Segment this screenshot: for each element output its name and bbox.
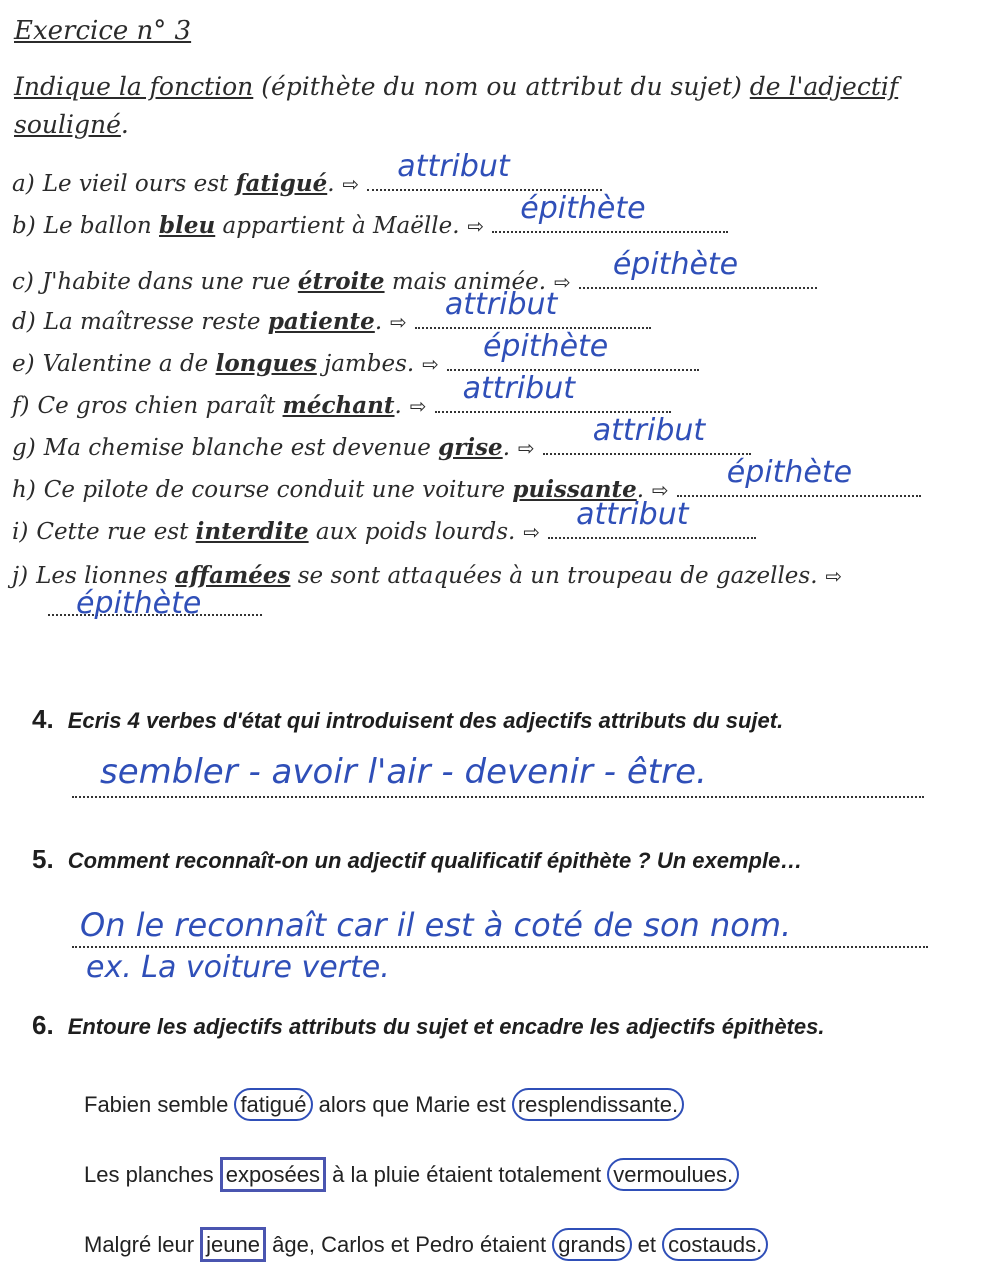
instruction-part-4: souligné: [14, 110, 121, 139]
exercise-title: Exercice n° 3: [14, 16, 192, 46]
item-text-after: .: [327, 171, 335, 197]
handwritten-answer[interactable]: épithète: [726, 455, 853, 490]
circled-adjective-vermoulues[interactable]: vermoulues.: [607, 1158, 739, 1191]
item-text-after: .: [374, 309, 383, 335]
exercise-item: [12, 497, 756, 545]
item-text-before: Les lionnes: [36, 563, 176, 589]
handwritten-answer[interactable]: attribut: [576, 497, 689, 532]
question-4-text: Ecris 4 verbes d'état qui introduisent des adjectifs attributs du sujet.: [67, 708, 784, 733]
answer-line-4: [72, 796, 924, 798]
item-letter: e): [12, 351, 35, 377]
item-letter: f): [12, 393, 30, 419]
underlined-adjective: patiente: [267, 308, 375, 335]
item-letter: d): [12, 309, 36, 335]
sentence-3-part-3: et: [637, 1232, 656, 1257]
arrow-icon: ⇨: [652, 478, 669, 502]
arrow-icon: ⇨: [523, 520, 541, 544]
exercise-item: [12, 149, 602, 197]
question-5: [32, 844, 802, 875]
handwritten-answer[interactable]: attribut: [397, 149, 510, 184]
arrow-icon: ⇨: [825, 564, 843, 588]
answer-5-line-2[interactable]: ex. La voiture verte.: [86, 950, 390, 985]
item-letter: g): [12, 435, 36, 461]
question-5-text: Comment reconnaît-on un adjectif qualificatif épithète ? Un exemple…: [67, 848, 803, 873]
handwritten-answer[interactable]: épithète: [482, 329, 609, 364]
underlined-adjective: puissante: [512, 476, 637, 503]
exercise-item: [12, 562, 850, 589]
boxed-adjective-jeune[interactable]: jeune: [200, 1227, 266, 1262]
exercise-item: [12, 247, 817, 295]
answer-slot-j[interactable]: [48, 586, 262, 621]
sentence-1: [84, 1092, 684, 1118]
exercise-instruction-cont: [14, 110, 129, 139]
handwritten-answer[interactable]: épithète: [76, 586, 202, 621]
item-text-before: J'habite dans une rue: [41, 269, 298, 295]
answer-4[interactable]: sembler - avoir l'air - devenir - être.: [100, 752, 707, 792]
underlined-adjective: fatigué: [235, 170, 328, 197]
item-text-after: .: [394, 393, 402, 419]
sentence-2-part-1: Les planches: [84, 1162, 214, 1187]
boxed-adjective-exposees[interactable]: exposées: [220, 1157, 326, 1192]
arrow-icon: ⇨: [554, 270, 571, 294]
handwritten-answer[interactable]: attribut: [592, 413, 706, 448]
item-text-after: .: [502, 435, 510, 461]
answer-slot[interactable]: [548, 497, 756, 545]
item-letter: i): [12, 519, 29, 545]
answer-slot[interactable]: [677, 455, 921, 503]
arrow-icon: ⇨: [409, 394, 427, 418]
answer-5-line-1[interactable]: On le reconnaît car il est à coté de son nom.: [80, 906, 792, 944]
item-text-before: La maîtresse reste: [43, 309, 268, 335]
item-text-before: Le vieil ours est: [42, 171, 236, 197]
question-4-number: 4.: [32, 704, 54, 734]
item-text-before: Cette rue est: [36, 519, 196, 545]
underlined-adjective: étroite: [297, 268, 385, 295]
item-letter: c): [12, 269, 34, 295]
question-6-number: 6.: [32, 1010, 54, 1040]
instruction-part-5: .: [120, 110, 129, 139]
sentence-3: [84, 1232, 768, 1258]
item-text-before: Ce pilote de course conduit une voiture: [43, 477, 513, 503]
item-text-after: jambes.: [316, 351, 415, 377]
answer-line-5: [72, 946, 928, 948]
item-letter: j): [12, 563, 29, 589]
sentence-1-part-1: Fabien semble: [84, 1092, 229, 1117]
handwritten-answer[interactable]: épithète: [612, 247, 739, 282]
item-letter: h): [12, 477, 36, 503]
item-text-after: aux poids lourds.: [308, 519, 516, 545]
exercise-item: [12, 191, 728, 239]
question-4: [32, 704, 783, 735]
instruction-part-1: Indique la fonction: [14, 72, 254, 101]
exercise-item: [12, 329, 699, 377]
sentence-2: [84, 1162, 739, 1188]
underlined-adjective: interdite: [195, 518, 309, 545]
sentence-3-part-2: âge, Carlos et Pedro étaient: [272, 1232, 547, 1257]
arrow-icon: ⇨: [390, 310, 407, 334]
instruction-part-3: de l'adjectif: [749, 72, 899, 101]
underlined-adjective: grise: [438, 434, 503, 461]
item-text-before: Ce gros chien paraît: [37, 393, 283, 419]
arrow-icon: ⇨: [422, 352, 439, 376]
item-text-before: Le ballon: [43, 213, 160, 239]
question-6-text: Entoure les adjectifs attributs du sujet et encadre les adjectifs épithètes.: [67, 1014, 825, 1039]
arrow-icon: ⇨: [467, 214, 485, 238]
question-6: [32, 1010, 824, 1041]
arrow-icon: ⇨: [342, 172, 360, 196]
exercise-instruction: [14, 72, 898, 101]
sentence-2-part-2: à la pluie étaient totalement: [332, 1162, 602, 1187]
item-text-before: Ma chemise blanche est devenue: [43, 435, 439, 461]
circled-adjective-fatigue[interactable]: fatigué: [234, 1088, 312, 1121]
answer-slot[interactable]: [543, 413, 751, 461]
question-5-number: 5.: [32, 844, 54, 874]
exercise-item: [12, 413, 751, 461]
sentence-3-part-1: Malgré leur: [84, 1232, 195, 1257]
arrow-icon: ⇨: [518, 436, 535, 460]
underlined-adjective: méchant: [282, 392, 395, 419]
circled-adjective-resplendissante[interactable]: resplendissante.: [512, 1088, 684, 1121]
item-text-after: appartient à Maëlle.: [215, 213, 460, 239]
item-letter: b): [12, 213, 36, 239]
circled-adjective-grands[interactable]: grands: [552, 1228, 631, 1261]
item-text-after: se sont attaquées à un troupeau de gazelles.: [290, 563, 818, 589]
answer-slot[interactable]: [492, 191, 728, 239]
answer-slot[interactable]: [579, 247, 817, 295]
item-text-before: Valentine a de: [42, 351, 216, 377]
exercise-item: [12, 455, 921, 503]
handwritten-answer[interactable]: attribut: [462, 371, 575, 406]
sentence-1-part-2: alors que Marie est: [318, 1092, 506, 1117]
item-text-after: .: [636, 477, 645, 503]
item-letter: a): [12, 171, 35, 197]
underlined-adjective: longues: [215, 350, 317, 377]
instruction-part-2: (épithète du nom ou attribut du sujet): [253, 72, 750, 101]
exercise-item: [12, 371, 671, 419]
handwritten-answer[interactable]: attribut: [444, 287, 558, 322]
underlined-adjective: bleu: [159, 212, 216, 239]
circled-adjective-costauds[interactable]: costauds.: [662, 1228, 768, 1261]
item-text-after: mais animée.: [384, 269, 547, 295]
handwritten-answer[interactable]: épithète: [520, 191, 646, 226]
underlined-adjective: affamées: [175, 562, 291, 589]
